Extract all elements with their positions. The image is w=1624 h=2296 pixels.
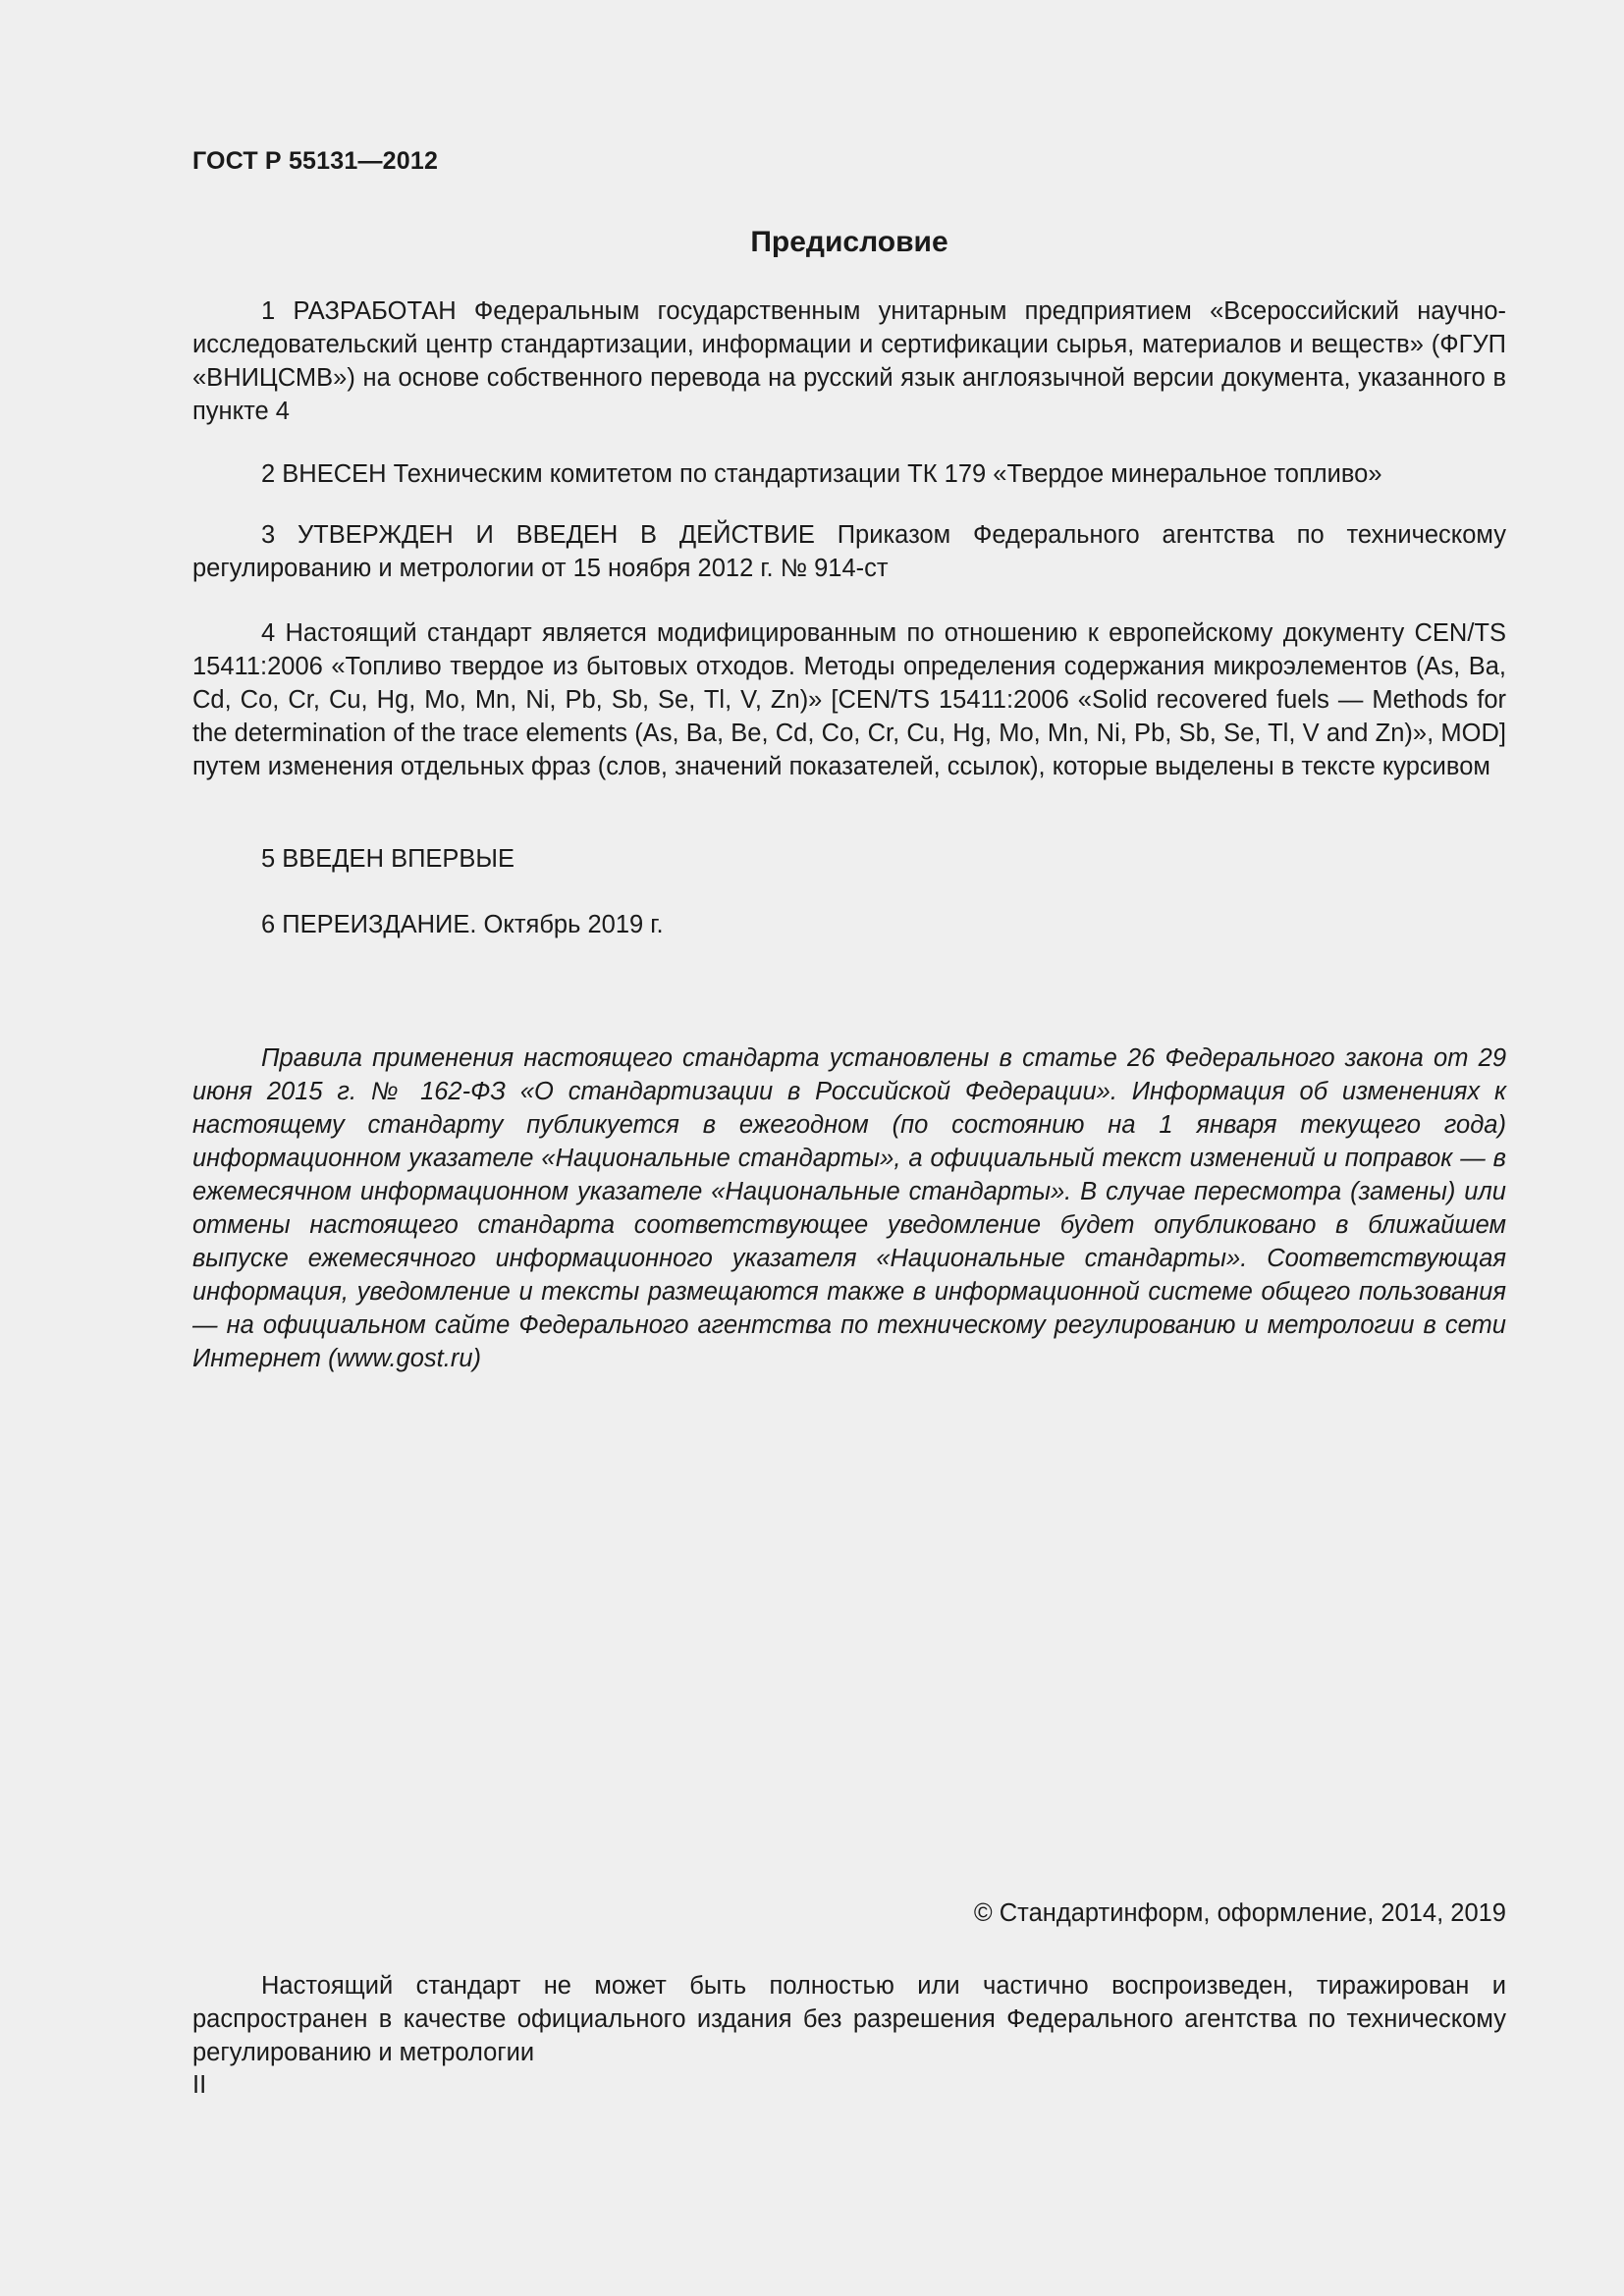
document-page xyxy=(192,0,1506,2296)
foreword-item-5: 5 ВВЕДЕН ВПЕРВЫЕ xyxy=(261,845,515,873)
foreword-item-3: 3 УТВЕРЖДЕН И ВВЕДЕН В ДЕЙСТВИЕ Приказом Федерального агентства по техническому регулированию и метрологии от 15 ноября 2012 г. № 914-ст xyxy=(192,521,1506,582)
foreword-item-1: 1 РАЗРАБОТАН Федеральным государственным унитарным предприятием «Всероссийский научно-исследовательский центр стандартизации, информации и сертификации сырья, материалов и веществ» (ФГУП «ВНИЦСМВ») на основе собственного перевода на русский язык англоязычной версии документа, указанного в пункте 4 xyxy=(192,297,1506,425)
document-header: ГОСТ Р 55131—2012 xyxy=(192,147,439,175)
foreword-item-6: 6 ПЕРЕИЗДАНИЕ. Октябрь 2019 г. xyxy=(261,911,664,938)
page-title: Предисловие xyxy=(750,226,948,258)
foreword-item-2: 2 ВНЕСЕН Техническим комитетом по стандартизации ТК 179 «Твердое минеральное топливо» xyxy=(261,460,1382,488)
standard-rules-text: Правила применения настоящего стандарта установлены в статье 26 Федерального закона от 29 июня 2015 г. № 162-ФЗ «О стандартизации в Российской Федерации». Информация об изменениях к настоящему стандарту публикуется в ежегодном (по состоянию на 1 января текущего года) информационном указателе «Национальные стандарты», а официальный текст изменений и поправок — в ежемесячном информационном указателе «Национальные стандарты». В случае пересмотра (замены) или отмены настоящего стандарта соответствующее уведомление будет опубликовано в ближайшем выпуске ежемесячного информационного указателя «Национальные стандарты». Соответствующая информация, уведомление и тексты размещаются также в информационной системе общего пользования — на официальном сайте Федерального агентства по техническому регулированию и метрологии в сети Интернет (www.gost.ru) xyxy=(192,1044,1506,1372)
page-number: II xyxy=(192,2071,207,2099)
reproduction-notice: Настоящий стандарт не может быть полностью или частично воспроизведен, тиражирован и распространен в качестве официального издания без разрешения Федерального агентства по техническому регулированию и метрологии xyxy=(192,1972,1506,2066)
copyright-line: © Стандартинформ, оформление, 2014, 2019 xyxy=(973,1899,1506,1927)
foreword-item-4: 4 Настоящий стандарт является модифицированным по отношению к европейскому документу CEN/TS 15411:2006 «Топливо твердое из бытовых отходов. Методы определения содержания микроэлементов (As, Ba, Cd, Co, Cr, Cu, Hg, Mo, Mn, Ni, Pb, Sb, Se, Tl, V, Zn)» [CEN/TS 15411:2006 «Solid recovered fuels — Methods for the determination of the trace elements (As, Ba, Be, Cd, Co, Cr, Cu, Hg, Mo, Mn, Ni, Pb, Sb, Se, Tl, V and Zn)», MOD] путем изменения отдельных фраз (слов, значений показателей, ссылок), которые выделены в тексте курсивом xyxy=(192,619,1506,780)
